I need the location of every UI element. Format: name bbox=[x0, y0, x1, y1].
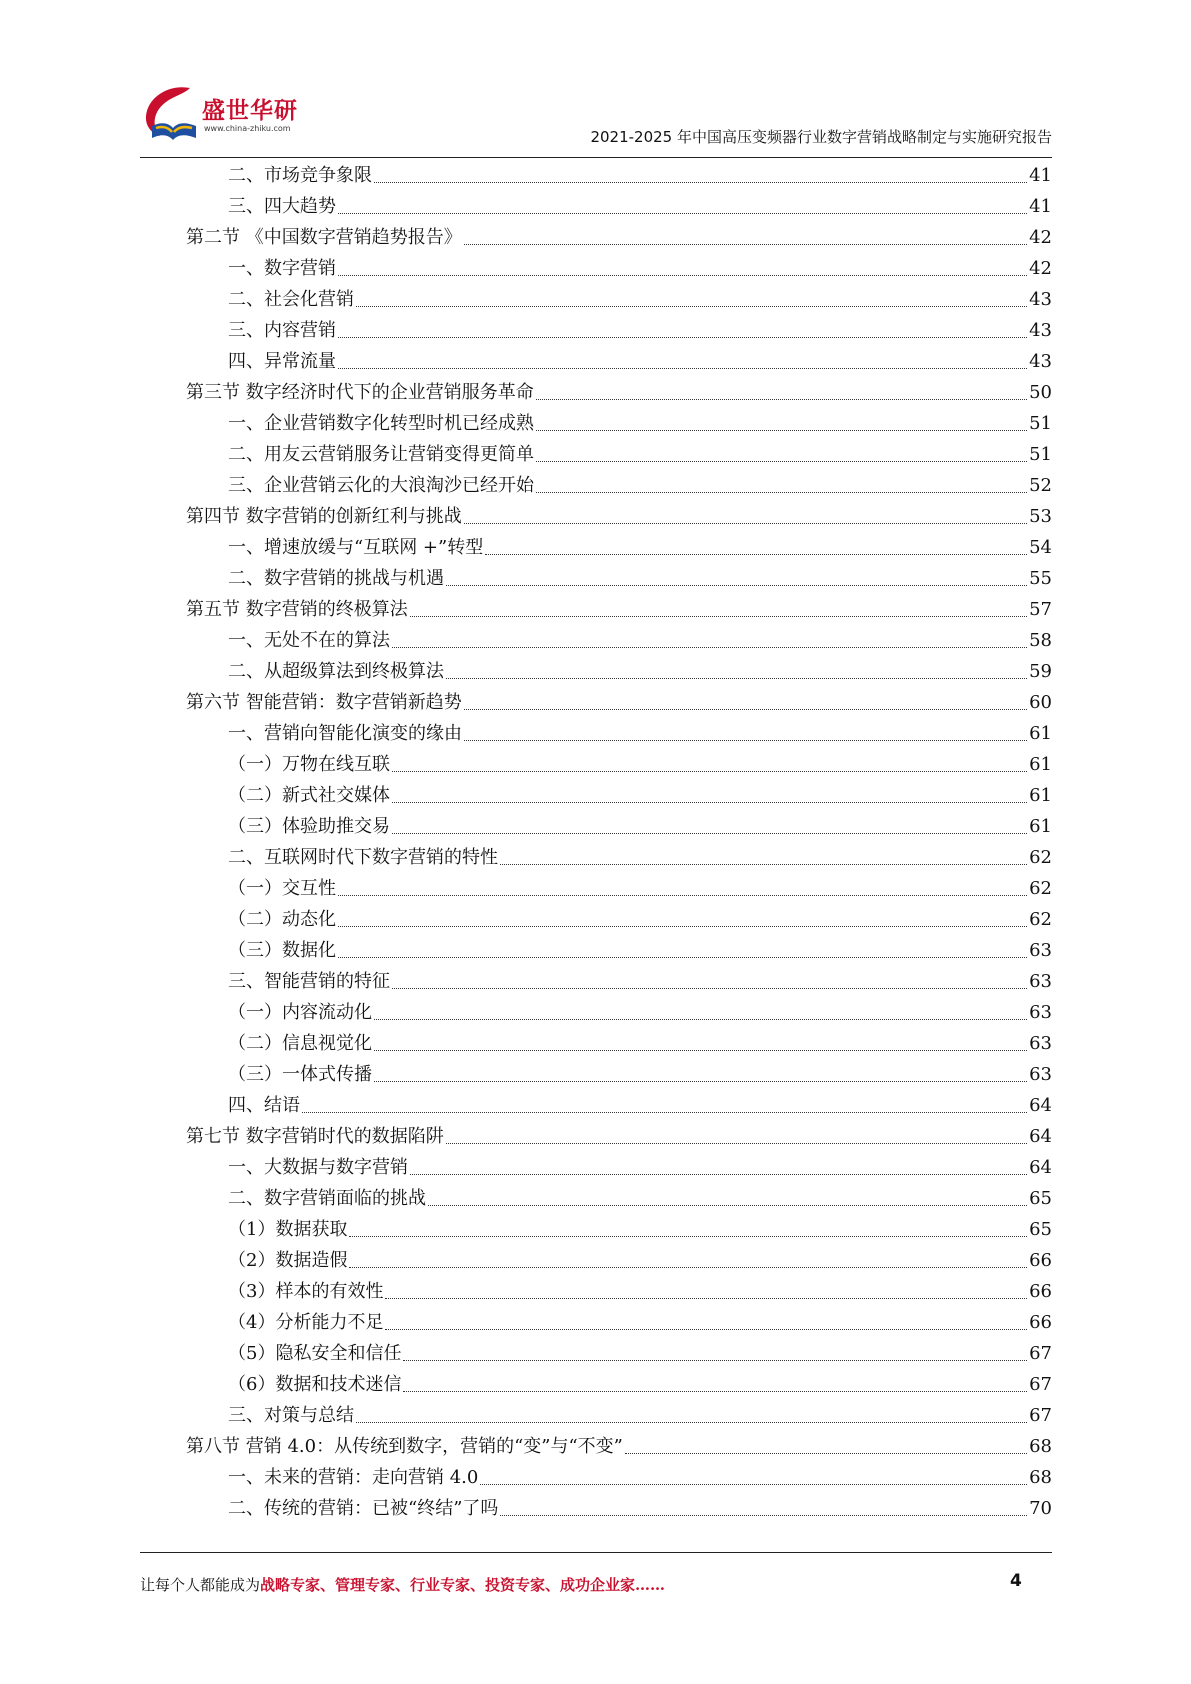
toc-entry-page: 63 bbox=[1029, 1033, 1052, 1054]
toc-entry-page: 62 bbox=[1029, 909, 1052, 930]
toc-entry[interactable] bbox=[228, 1059, 1052, 1090]
toc-entry-page: 43 bbox=[1029, 351, 1052, 372]
toc-entry[interactable] bbox=[186, 501, 1052, 532]
toc-entry-page: 58 bbox=[1029, 630, 1052, 651]
toc-entry-label: （一）内容流动化 bbox=[228, 1002, 372, 1023]
toc-entry-page: 61 bbox=[1029, 723, 1052, 744]
toc-entry-page: 67 bbox=[1029, 1374, 1052, 1395]
brand-name: 盛世华研 bbox=[202, 98, 298, 124]
toc-entry-label: 一、未来的营销：走向营销 4.0 bbox=[228, 1467, 479, 1488]
toc-entry[interactable] bbox=[228, 749, 1052, 780]
toc-entry-label: （三）一体式传播 bbox=[228, 1064, 372, 1085]
toc-entry-label: 三、企业营销云化的大浪淘沙已经开始 bbox=[228, 475, 534, 496]
toc-entry-page: 50 bbox=[1029, 382, 1052, 403]
toc-entry-label: 二、从超级算法到终极算法 bbox=[228, 661, 444, 682]
toc-entry-page: 66 bbox=[1029, 1250, 1052, 1271]
toc-entry[interactable] bbox=[186, 1121, 1052, 1152]
toc-entry-label: 四、结语 bbox=[228, 1095, 300, 1116]
toc-entry-label: （1）数据获取 bbox=[228, 1219, 348, 1240]
toc-entry[interactable] bbox=[228, 1183, 1052, 1214]
toc-dot-leader bbox=[338, 368, 1027, 369]
toc-entry[interactable] bbox=[228, 811, 1052, 842]
toc-entry-label: （一）交互性 bbox=[228, 878, 336, 899]
toc-dot-leader bbox=[392, 833, 1027, 834]
toc-entry-label: （一）万物在线互联 bbox=[228, 754, 390, 775]
toc-entry[interactable] bbox=[228, 1028, 1052, 1059]
toc-dot-leader bbox=[338, 275, 1027, 276]
toc-entry-label: 二、传统的营销：已被“终结”了吗 bbox=[228, 1498, 499, 1519]
toc-dot-leader bbox=[338, 337, 1027, 338]
toc-entry-page: 66 bbox=[1029, 1281, 1052, 1302]
toc-entry-label: （2）数据造假 bbox=[228, 1250, 348, 1271]
toc-entry-label: 三、智能营销的特征 bbox=[228, 971, 390, 992]
toc-entry[interactable] bbox=[228, 935, 1052, 966]
toc-entry-page: 65 bbox=[1029, 1188, 1052, 1209]
toc-entry-page: 60 bbox=[1029, 692, 1052, 713]
toc-entry-label: （5）隐私安全和信任 bbox=[228, 1343, 402, 1364]
toc-dot-leader bbox=[464, 709, 1027, 710]
toc-entry[interactable] bbox=[186, 222, 1052, 253]
toc-entry[interactable] bbox=[228, 780, 1052, 811]
toc-entry-label: （6）数据和技术迷信 bbox=[228, 1374, 402, 1395]
toc-entry[interactable] bbox=[228, 1369, 1052, 1400]
toc-entry[interactable] bbox=[228, 1493, 1052, 1524]
toc-entry-page: 42 bbox=[1029, 258, 1052, 279]
toc-entry-page: 62 bbox=[1029, 847, 1052, 868]
toc-entry[interactable] bbox=[228, 439, 1052, 470]
toc-entry-page: 63 bbox=[1029, 971, 1052, 992]
toc-entry-label: 一、大数据与数字营销 bbox=[228, 1157, 408, 1178]
toc-dot-leader bbox=[338, 895, 1027, 896]
toc-dot-leader bbox=[392, 802, 1027, 803]
toc-entry-page: 61 bbox=[1029, 785, 1052, 806]
toc-dot-leader bbox=[374, 1081, 1027, 1082]
toc-entry-label: （3）样本的有效性 bbox=[228, 1281, 384, 1302]
footer-divider bbox=[140, 1552, 1052, 1553]
page-number: 4 bbox=[1010, 1571, 1022, 1591]
toc-entry-label: 第二节 《中国数字营销趋势报告》 bbox=[186, 227, 462, 248]
toc-entry-page: 43 bbox=[1029, 320, 1052, 341]
toc-entry-page: 41 bbox=[1029, 196, 1052, 217]
toc-entry[interactable] bbox=[228, 656, 1052, 687]
toc-entry-label: 二、市场竞争象限 bbox=[228, 165, 372, 186]
toc-entry-page: 68 bbox=[1029, 1467, 1052, 1488]
toc-entry-page: 63 bbox=[1029, 1002, 1052, 1023]
toc-entry-page: 53 bbox=[1029, 506, 1052, 527]
toc-dot-leader bbox=[536, 461, 1027, 462]
toc-entry[interactable] bbox=[228, 408, 1052, 439]
toc-dot-leader bbox=[338, 213, 1027, 214]
toc-dot-leader bbox=[392, 647, 1027, 648]
toc-dot-leader bbox=[403, 1391, 1027, 1392]
toc-entry-label: 第五节 数字营销的终极算法 bbox=[186, 599, 408, 620]
toc-entry-page: 41 bbox=[1029, 165, 1052, 186]
toc-entry[interactable] bbox=[228, 346, 1052, 377]
toc-dot-leader bbox=[536, 430, 1027, 431]
toc-dot-leader bbox=[410, 616, 1027, 617]
toc-dot-leader bbox=[480, 1484, 1027, 1485]
toc-dot-leader bbox=[374, 182, 1027, 183]
toc-dot-leader bbox=[464, 244, 1027, 245]
footer-slogan-prefix: 让每个人都能成为 bbox=[140, 1576, 261, 1594]
toc-entry[interactable] bbox=[228, 1462, 1052, 1493]
toc-entry-label: 三、对策与总结 bbox=[228, 1405, 354, 1426]
toc-entry-page: 68 bbox=[1029, 1436, 1052, 1457]
toc-dot-leader bbox=[446, 585, 1027, 586]
toc-entry-page: 63 bbox=[1029, 940, 1052, 961]
toc-dot-leader bbox=[410, 1174, 1027, 1175]
toc-entry-page: 64 bbox=[1029, 1126, 1052, 1147]
toc-entry-page: 54 bbox=[1029, 537, 1052, 558]
toc-entry-page: 55 bbox=[1029, 568, 1052, 589]
toc-entry-page: 51 bbox=[1029, 444, 1052, 465]
toc-entry-page: 67 bbox=[1029, 1405, 1052, 1426]
toc-entry[interactable] bbox=[228, 160, 1052, 191]
toc-entry-page: 64 bbox=[1029, 1157, 1052, 1178]
toc-entry[interactable] bbox=[228, 1307, 1052, 1338]
toc-entry[interactable] bbox=[186, 594, 1052, 625]
toc-dot-leader bbox=[536, 399, 1027, 400]
toc-entry[interactable] bbox=[186, 687, 1052, 718]
toc-dot-leader bbox=[392, 988, 1027, 989]
toc-entry-label: 第七节 数字营销时代的数据陷阱 bbox=[186, 1126, 444, 1147]
toc-entry[interactable] bbox=[228, 191, 1052, 222]
footer-slogan-highlight: 战略专家、管理专家、行业专家、投资专家、成功企业家…… bbox=[260, 1576, 666, 1594]
toc-entry[interactable] bbox=[228, 470, 1052, 501]
toc-dot-leader bbox=[356, 1422, 1027, 1423]
toc-dot-leader bbox=[403, 1360, 1027, 1361]
toc-entry[interactable] bbox=[228, 966, 1052, 997]
brand-url: www.china-zhiku.com bbox=[204, 124, 291, 133]
toc-entry-label: （二）新式社交媒体 bbox=[228, 785, 390, 806]
toc-entry[interactable] bbox=[228, 842, 1052, 873]
toc-entry-label: （二）动态化 bbox=[228, 909, 336, 930]
toc-dot-leader bbox=[338, 926, 1027, 927]
toc-entry-label: 一、企业营销数字化转型时机已经成熟 bbox=[228, 413, 534, 434]
toc-entry[interactable] bbox=[228, 1276, 1052, 1307]
toc-dot-leader bbox=[374, 1050, 1027, 1051]
toc-entry[interactable] bbox=[228, 625, 1052, 656]
toc-entry[interactable] bbox=[228, 563, 1052, 594]
toc-entry[interactable] bbox=[228, 1090, 1052, 1121]
toc-dot-leader bbox=[536, 492, 1027, 493]
toc-entry-page: 63 bbox=[1029, 1064, 1052, 1085]
toc-dot-leader bbox=[500, 864, 1027, 865]
toc-entry[interactable] bbox=[228, 315, 1052, 346]
toc-entry-page: 67 bbox=[1029, 1343, 1052, 1364]
toc-entry-page: 62 bbox=[1029, 878, 1052, 899]
toc-entry-label: 第八节 营销 4.0：从传统到数字，营销的“变”与“不变” bbox=[186, 1436, 623, 1457]
toc-entry-label: 三、四大趋势 bbox=[228, 196, 336, 217]
toc-entry-page: 57 bbox=[1029, 599, 1052, 620]
toc-entry-label: 第三节 数字经济时代下的企业营销服务革命 bbox=[186, 382, 534, 403]
toc-entry-label: 一、营销向智能化演变的缘由 bbox=[228, 723, 462, 744]
toc-dot-leader bbox=[446, 678, 1027, 679]
toc-dot-leader bbox=[385, 1298, 1027, 1299]
toc-dot-leader bbox=[500, 1515, 1027, 1516]
toc-dot-leader bbox=[338, 957, 1027, 958]
toc-entry-label: （4）分析能力不足 bbox=[228, 1312, 384, 1333]
toc-entry-label: 二、数字营销的挑战与机遇 bbox=[228, 568, 444, 589]
toc-entry[interactable] bbox=[228, 1152, 1052, 1183]
toc-entry-label: 四、异常流量 bbox=[228, 351, 336, 372]
toc-entry[interactable] bbox=[186, 377, 1052, 408]
toc-entry-label: （三）数据化 bbox=[228, 940, 336, 961]
toc-entry-page: 51 bbox=[1029, 413, 1052, 434]
toc-dot-leader bbox=[446, 1143, 1027, 1144]
footer-slogan bbox=[140, 1574, 665, 1595]
toc-entry-page: 43 bbox=[1029, 289, 1052, 310]
toc-dot-leader bbox=[385, 1329, 1027, 1330]
toc-entry-label: 二、数字营销面临的挑战 bbox=[228, 1188, 426, 1209]
toc-entry[interactable] bbox=[186, 1431, 1052, 1462]
toc-entry-page: 52 bbox=[1029, 475, 1052, 496]
book-swoosh-logo-icon bbox=[140, 82, 204, 146]
toc-entry-page: 70 bbox=[1029, 1498, 1052, 1519]
toc-entry-label: 二、互联网时代下数字营销的特性 bbox=[228, 847, 498, 868]
toc-dot-leader bbox=[349, 1267, 1027, 1268]
toc-dot-leader bbox=[625, 1453, 1027, 1454]
page-header bbox=[140, 82, 1052, 154]
toc-entry[interactable] bbox=[228, 1214, 1052, 1245]
toc-entry-page: 61 bbox=[1029, 754, 1052, 775]
toc-dot-leader bbox=[356, 306, 1027, 307]
header-divider bbox=[140, 157, 1052, 158]
toc-entry[interactable] bbox=[228, 532, 1052, 563]
toc-dot-leader bbox=[374, 1019, 1027, 1020]
toc-dot-leader bbox=[349, 1236, 1027, 1237]
brand-logo bbox=[140, 82, 320, 148]
toc-entry[interactable] bbox=[228, 284, 1052, 315]
toc-entry[interactable] bbox=[228, 1245, 1052, 1276]
toc-entry-label: 二、社会化营销 bbox=[228, 289, 354, 310]
toc-dot-leader bbox=[464, 523, 1027, 524]
toc-entry-label: （三）体验助推交易 bbox=[228, 816, 390, 837]
toc-entry[interactable] bbox=[228, 904, 1052, 935]
toc-entry-page: 65 bbox=[1029, 1219, 1052, 1240]
toc-entry[interactable] bbox=[228, 873, 1052, 904]
toc-dot-leader bbox=[302, 1112, 1027, 1113]
toc-entry-page: 42 bbox=[1029, 227, 1052, 248]
toc-entry[interactable] bbox=[228, 718, 1052, 749]
toc-entry-label: 三、内容营销 bbox=[228, 320, 336, 341]
toc-entry-label: 第四节 数字营销的创新红利与挑战 bbox=[186, 506, 462, 527]
toc-dot-leader bbox=[485, 554, 1027, 555]
toc-entry-label: 一、无处不在的算法 bbox=[228, 630, 390, 651]
toc-entry[interactable] bbox=[228, 997, 1052, 1028]
toc-entry-page: 66 bbox=[1029, 1312, 1052, 1333]
toc-entry[interactable] bbox=[228, 253, 1052, 284]
toc-entry-page: 64 bbox=[1029, 1095, 1052, 1116]
toc-entry[interactable] bbox=[228, 1400, 1052, 1431]
toc-entry-label: 一、数字营销 bbox=[228, 258, 336, 279]
toc-entry[interactable] bbox=[228, 1338, 1052, 1369]
toc-entry-label: 第六节 智能营销：数字营销新趋势 bbox=[186, 692, 462, 713]
toc-entry-page: 59 bbox=[1029, 661, 1052, 682]
toc-dot-leader bbox=[392, 771, 1027, 772]
toc-dot-leader bbox=[464, 740, 1027, 741]
report-title: 2021-2025 年中国高压变频器行业数字营销战略制定与实施研究报告 bbox=[590, 128, 1052, 146]
toc-entry-label: 二、用友云营销服务让营销变得更简单 bbox=[228, 444, 534, 465]
toc-entry-page: 61 bbox=[1029, 816, 1052, 837]
toc-entry-label: 一、增速放缓与“互联网 +”转型 bbox=[228, 537, 484, 558]
toc-entry-label: （二）信息视觉化 bbox=[228, 1033, 372, 1054]
toc-dot-leader bbox=[428, 1205, 1027, 1206]
